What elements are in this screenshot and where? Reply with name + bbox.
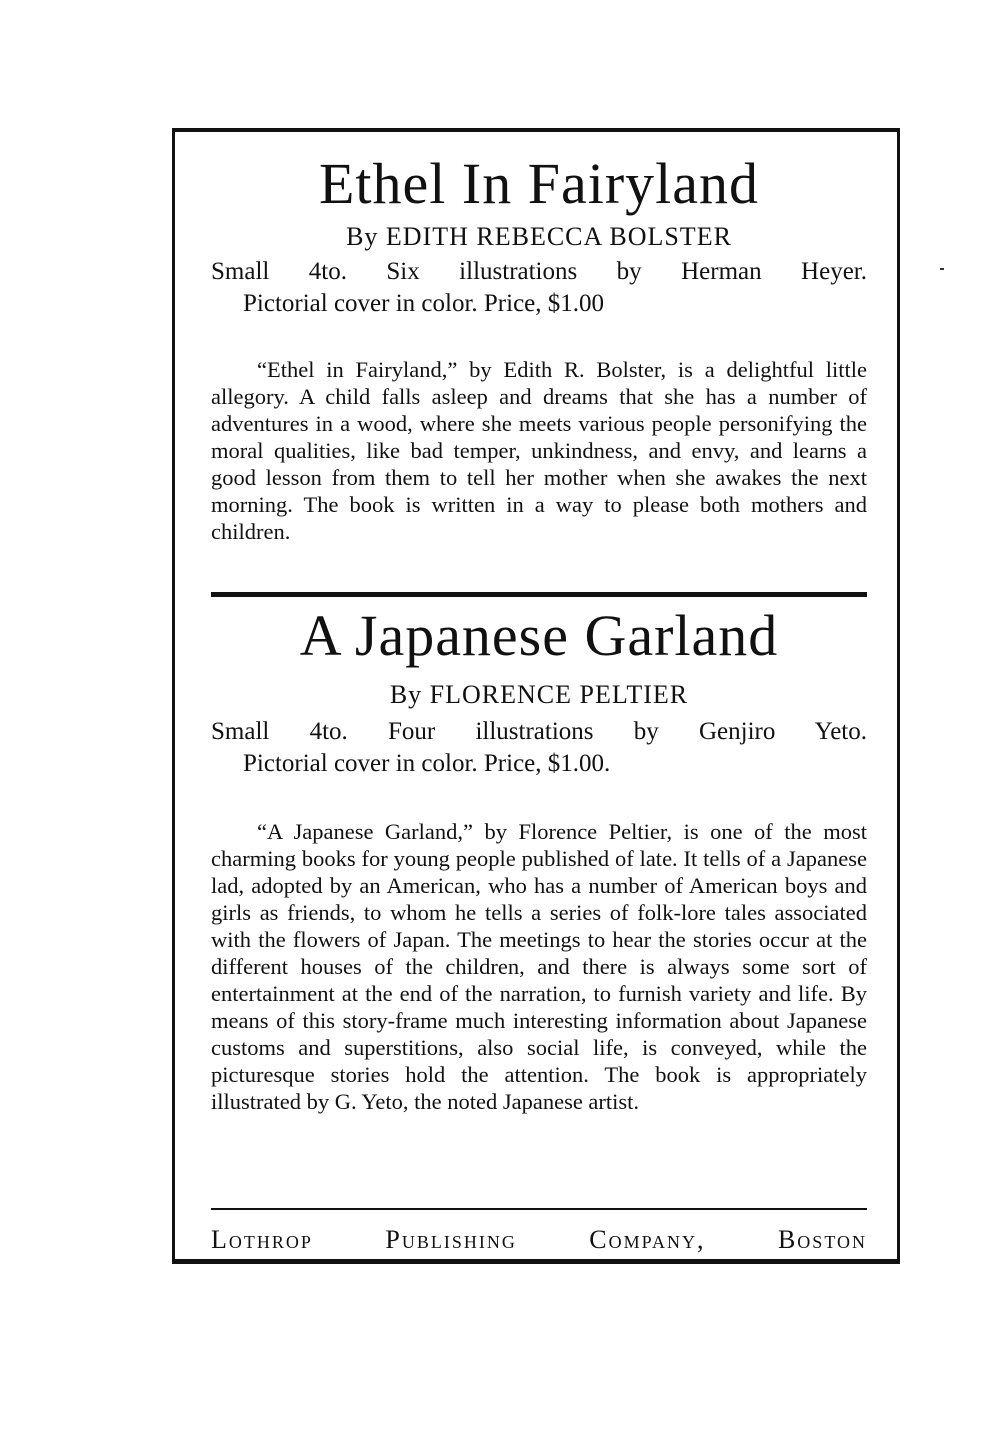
book-title: Ethel In Fairyland [318, 151, 759, 216]
book-price-line: Pictorial cover in color. Price, $1.00. [243, 750, 611, 777]
footer-divider-rule [211, 1208, 867, 1210]
book-review-text: “Ethel in Fairyland,” by Edith R. Bolster, is a delightful little allegory. A child falls asleep and dreams that she has a number of adventures in a wood, where she meets various people personifying the moral qualities, like bad temper, unkindness, and envy, and learns a good lesson from them to tell her mother when she awakes the next morning. The book is written in a way to please both mothers and children. [211, 357, 867, 544]
advertisement-frame [172, 128, 900, 1264]
book-author-byline: By FLORENCE PELTIER [389, 680, 689, 709]
margin-speck [940, 268, 944, 270]
book-review-text: “A Japanese Garland,” by Florence Peltier, is one of the most charming books for young people published of late. It tells of a Japanese lad, adopted by an American, who has a number of American boys and girls as friends, to whom he tells a series of folk-lore tales associated with the flowers of Japan. The meetings to hear the stories occur at the different houses of the children, and there is always some sort of entertainment at the end of the narration, to furnish variety and life. By means of this story-frame much interesting information about Japanese customs and superstitions, also social life, is conveyed, while the picturesque stories hold the attention. The book is appropriately illustrated by G. Yeto, the noted Japanese artist. [211, 819, 867, 1114]
book-specifications [211, 256, 867, 320]
publisher-imprint: Lothrop Publishing Company, Boston [211, 1225, 867, 1254]
book-format-line: Small 4to. Four illustrations by Genjiro Yeto. [211, 718, 867, 745]
book-title: A Japanese Garland [299, 603, 779, 668]
book-author-byline: By EDITH REBECCA BOLSTER [346, 222, 732, 251]
book-price-line: Pictorial cover in color. Price, $1.00 [243, 290, 605, 317]
book-entry-2 [211, 600, 867, 1210]
book-specifications [211, 716, 867, 780]
book-format-line: Small 4to. Six illustrations by Herman Heyer. [211, 258, 867, 285]
section-divider-rule [211, 592, 867, 597]
book-entry-1 [211, 132, 867, 592]
